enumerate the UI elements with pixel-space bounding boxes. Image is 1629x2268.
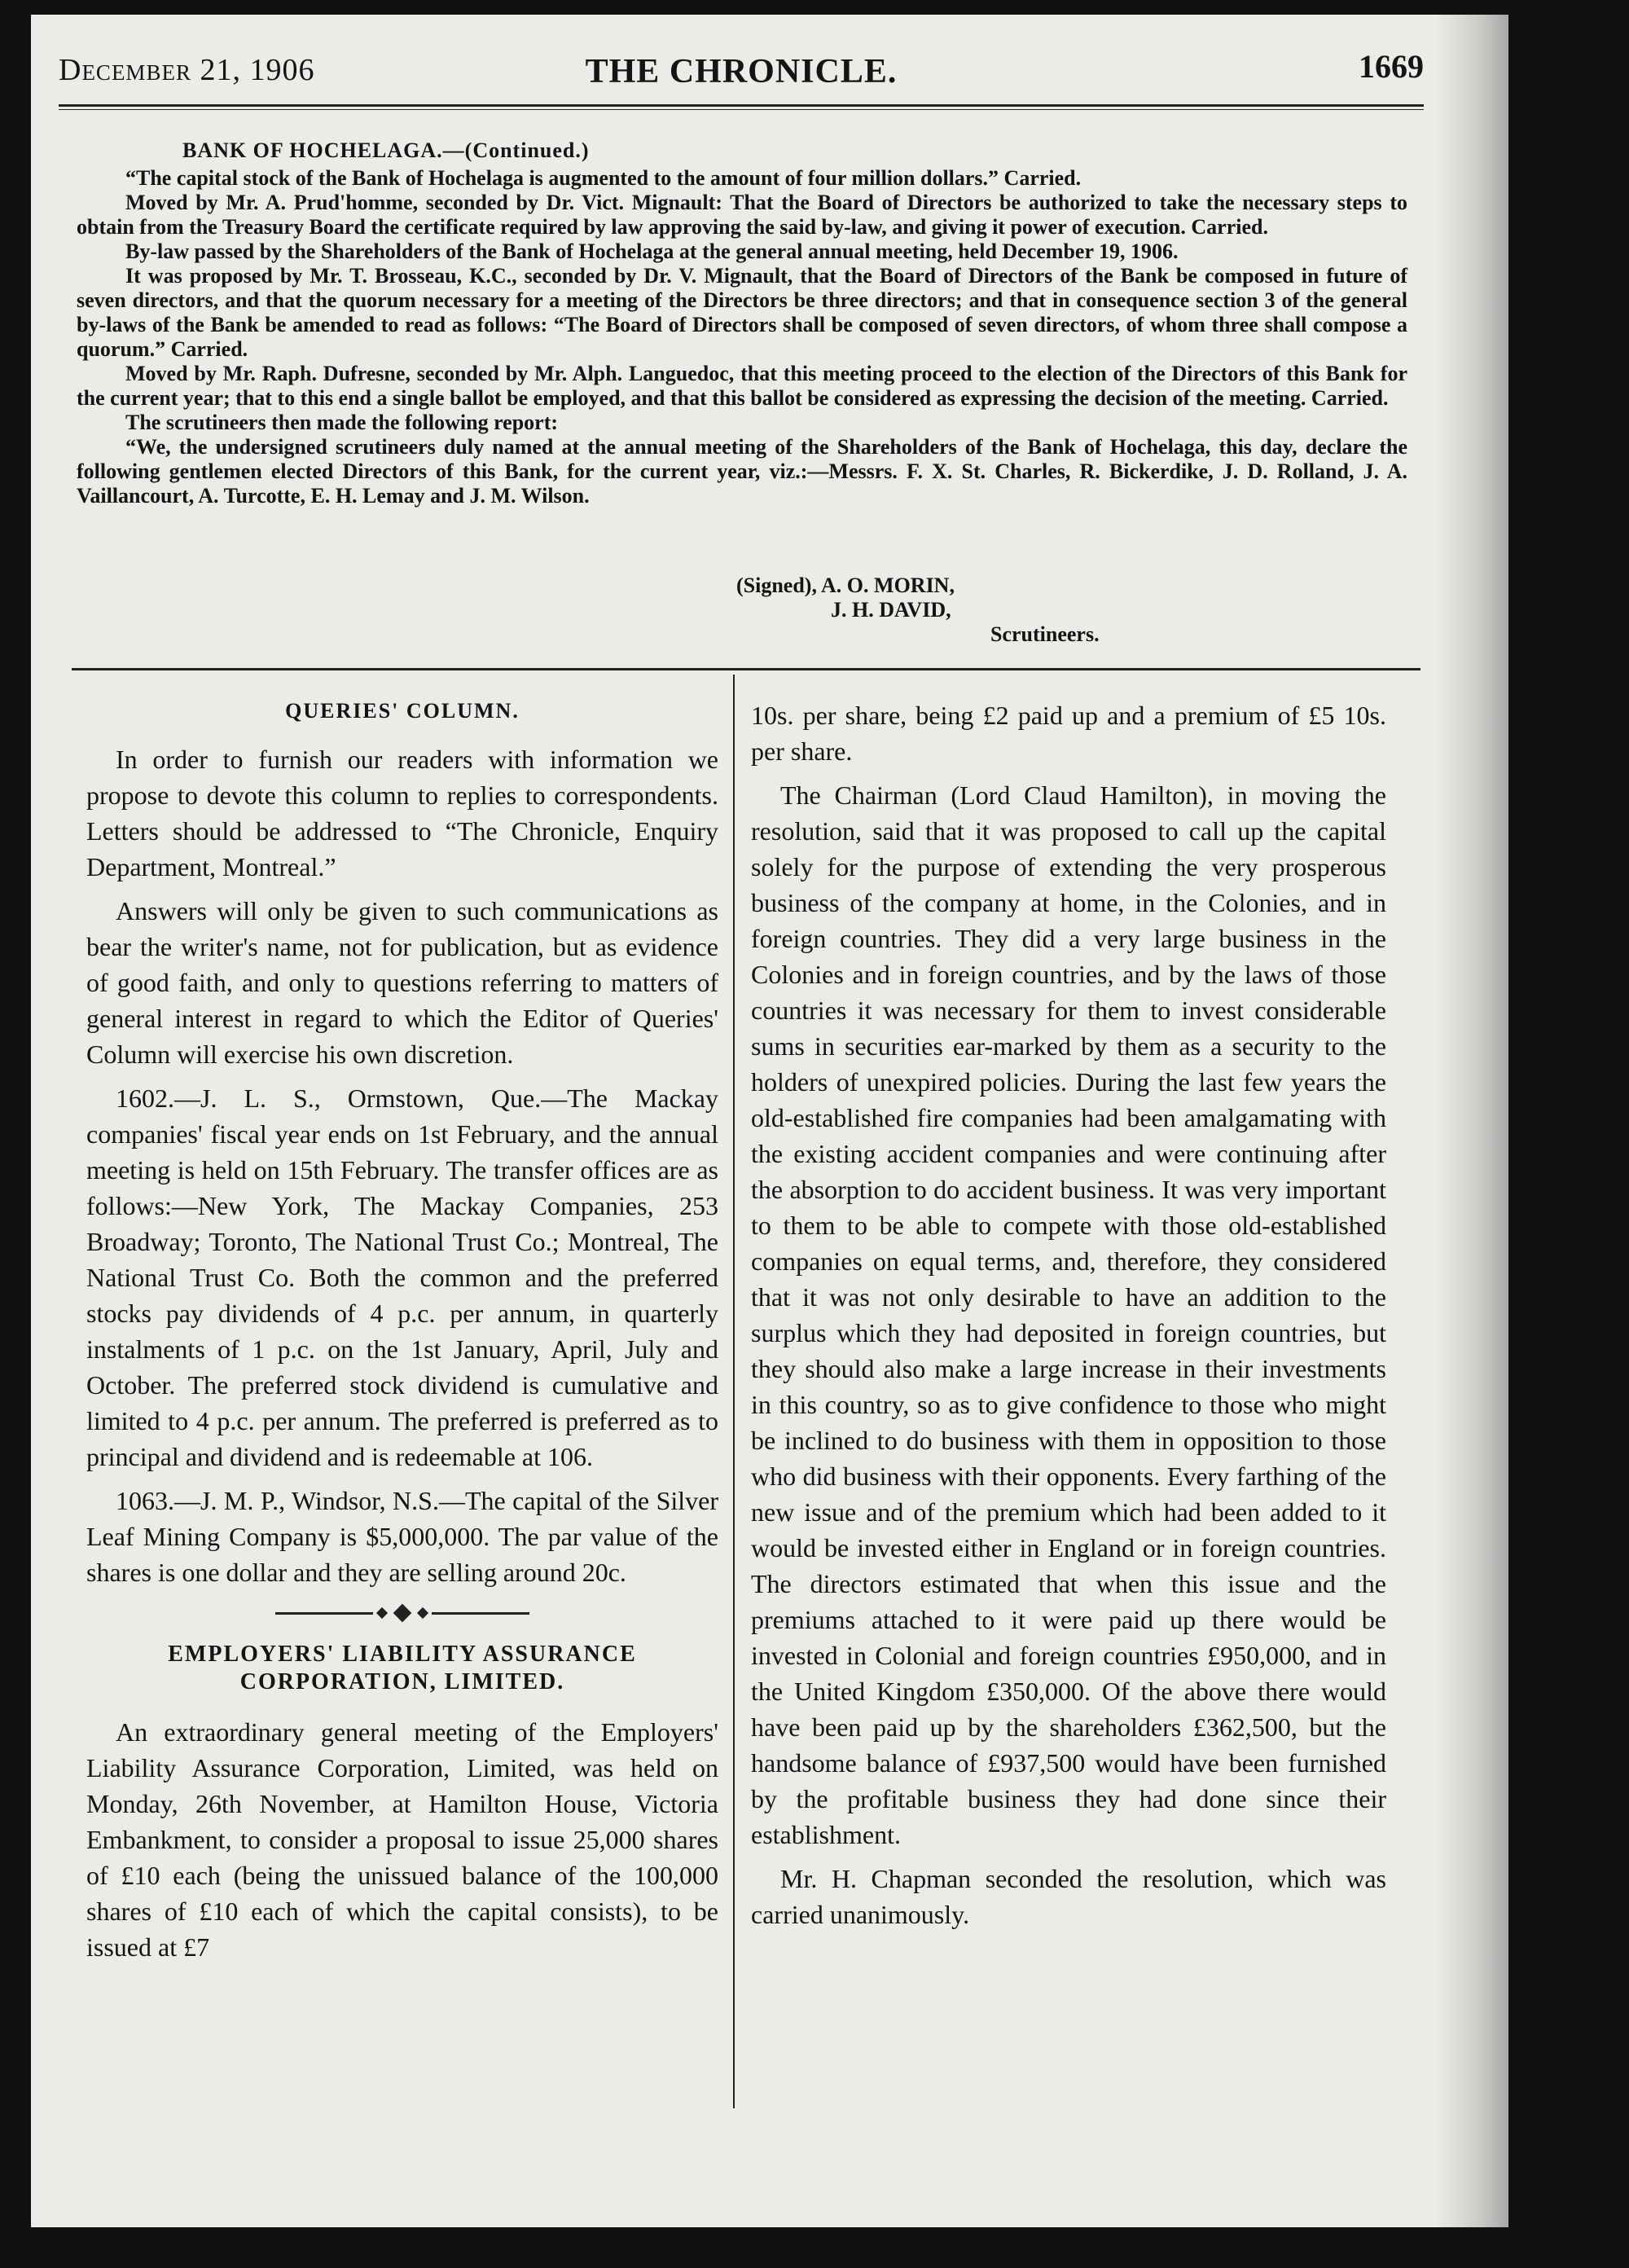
ornamental-divider	[86, 1606, 718, 1620]
header-page-number: 1669	[1359, 48, 1424, 85]
column-divider-rule	[733, 675, 735, 2108]
header-rule	[59, 104, 1424, 107]
right-column	[751, 697, 1386, 1941]
signature-line-1: (Signed), A. O. MORIN,	[736, 574, 955, 597]
paragraph: Mr. H. Chapman seconded the resolution, which was carried unanimously.	[751, 1864, 1386, 1929]
page-header	[59, 47, 1424, 104]
queries-column-heading: QUERIES' COLUMN.	[285, 699, 520, 723]
paragraph: The Chairman (Lord Claud Hamilton), in moving the resolution, said that it was proposed to call up the capital solely for the purpose of extending the very prosperous business of the company at home, in the Colonies, and in foreign countries. They did a very large business in the Colonies and in foreign countries, and by the laws of those countries it was necessary for them to invest considerable sums in securities ear-marked by them as a security to the holders of unexpired policies. During the last few years the old-established fire companies had been amalgamating with the existing accident companies and were continuing after the absorption to do accident business. It was very important to them to be able to compete with those old-established companies on equal terms, and, therefore, they considered that it was not only desirable to have an addition to the surplus which they had deposited in foreign countries, but they should also make a large increase in their investments in this country, so as to give confidence to those who might be inclined to do business with them in opposition to those who did business with their opponents. Every farthing of the new issue and of the premium which had been added to it would be invested either in England or in foreign countries. The directors estimated that when this issue and the premiums attached to it were paid up there would be invested in Colonial and foreign countries £950,000, and in the United Kingdom £350,000. Of the above there would have been paid up by the shareholders £362,500, but the handsome balance of £937,500 would have been furnished by the profitable business they had done since their establishment.	[751, 780, 1386, 1849]
left-column	[86, 697, 718, 1973]
ornament-diamond	[393, 1604, 412, 1623]
ornament-diamond	[376, 1607, 388, 1619]
employers-heading-line1: EMPLOYERS' LIABILITY ASSURANCE	[168, 1642, 637, 1667]
ornament-bar	[432, 1612, 529, 1615]
paragraph: In order to furnish our readers with information we propose to devote this column to replies to correspondents. Letters should be addressed to “The Chronicle, Enquiry Department, Montreal.”	[86, 745, 718, 881]
paragraph: It was proposed by Mr. T. Brosseau, K.C., seconded by Dr. V. Mignault, that the Board of Directors of the Bank be composed in future of seven directors, and that the quorum necessary for a meeting of the Directors be three directors; and that in consequence section 3 of the general by-laws of the Bank be amended to read as follows: “The Board of Directors shall be composed of seven directors, of whom three shall compose a quorum.” Carried.	[77, 264, 1407, 361]
paragraph: Moved by Mr. A. Prud'homme, seconded by Dr. Vict. Mignault: That the Board of Directors be authorized to take the necessary steps to obtain from the Treasury Board the certificate required by law approving the said by-law, and giving it power of execution. Carried.	[77, 191, 1407, 239]
bank-of-hochelaga-section	[77, 138, 1407, 508]
paragraph: 1602.—J. L. S., Ormstown, Que.—The Mackay companies' fiscal year ends on 1st February, and the annual meeting is held on 15th February. The transfer offices are as follows:—New York, The Mackay Companies, 253 Broadway; Toronto, The National Trust Co.; Montreal, The National Trust Co. Both the common and the preferred stocks pay dividends of 4 p.c. per annum, in quarterly instalments of 1 p.c. on the 1st January, April, July and October. The preferred stock dividend is cumulative and limited to 4 p.c. per annum. The preferred is preferred as to principal and dividend and is redeemable at 106.	[86, 1083, 718, 1471]
employers-heading	[86, 1641, 718, 1696]
paragraph: Moved by Mr. Raph. Dufresne, seconded by Mr. Alph. Languedoc, that this meeting proceed to the election of the Directors of this Bank for the current year; that to this end a single ballot be employed, and that this ballot be considered as expressing the decision of the meeting. Carried.	[77, 362, 1407, 410]
newspaper-page	[31, 15, 1508, 2227]
paragraph: “The capital stock of the Bank of Hochelaga is augmented to the amount of four million dollars.” Carried.	[125, 166, 1082, 190]
signature-line-3: Scrutineers.	[990, 622, 1100, 646]
section-heading: BANK OF HOCHELAGA.—(Continued.)	[182, 138, 590, 162]
paragraph: “We, the undersigned scrutineers duly named at the annual meeting of the Shareholders of the Bank of Hochelaga, this day, declare the following gentlemen elected Directors of this Bank, for the current year, viz.:—Messrs. F. X. St. Charles, R. Bickerdike, J. D. Rolland, J. A. Vaillancourt, A. Turcotte, E. H. Lemay and J. M. Wilson.	[77, 435, 1407, 508]
page-edge-shadow	[1435, 15, 1508, 2227]
paragraph: By-law passed by the Shareholders of the Bank of Hochelaga at the general annual meeting, held December 19, 1906.	[125, 240, 1179, 263]
header-title: THE CHRONICLE.	[585, 53, 898, 90]
section-divider-rule	[72, 668, 1420, 670]
signature-line-2: J. H. DAVID,	[831, 598, 951, 622]
ornament-diamond	[417, 1607, 428, 1619]
paragraph: An extraordinary general meeting of the Employers' Liability Assurance Corporation, Limited, was held on Monday, 26th November, at Hamilton House, Victoria Embankment, to consider a proposal to issue 25,000 shares of £10 each (being the unissued balance of the 100,000 shares of £10 each of which the capital consists), to be issued at £7	[86, 1717, 718, 1962]
paragraph: 1063.—J. M. P., Windsor, N.S.—The capital of the Silver Leaf Mining Company is $5,000,000. The par value of the shares is one dollar and they are selling around 20c.	[86, 1486, 718, 1587]
paragraph: 10s. per share, being £2 paid up and a premium of £5 10s. per share.	[751, 701, 1386, 766]
ornament-bar	[275, 1612, 373, 1615]
paragraph: The scrutineers then made the following report:	[125, 411, 559, 434]
paragraph: Answers will only be given to such communications as bear the writer's name, not for publication, but as evidence of good faith, and only to questions referring to matters of general interest in regard to which the Editor of Queries' Column will exercise his own discretion.	[86, 896, 718, 1069]
header-date: December 21, 1906	[59, 53, 315, 87]
employers-heading-line2: CORPORATION, LIMITED.	[239, 1669, 565, 1694]
header-rule-thin	[59, 109, 1424, 110]
